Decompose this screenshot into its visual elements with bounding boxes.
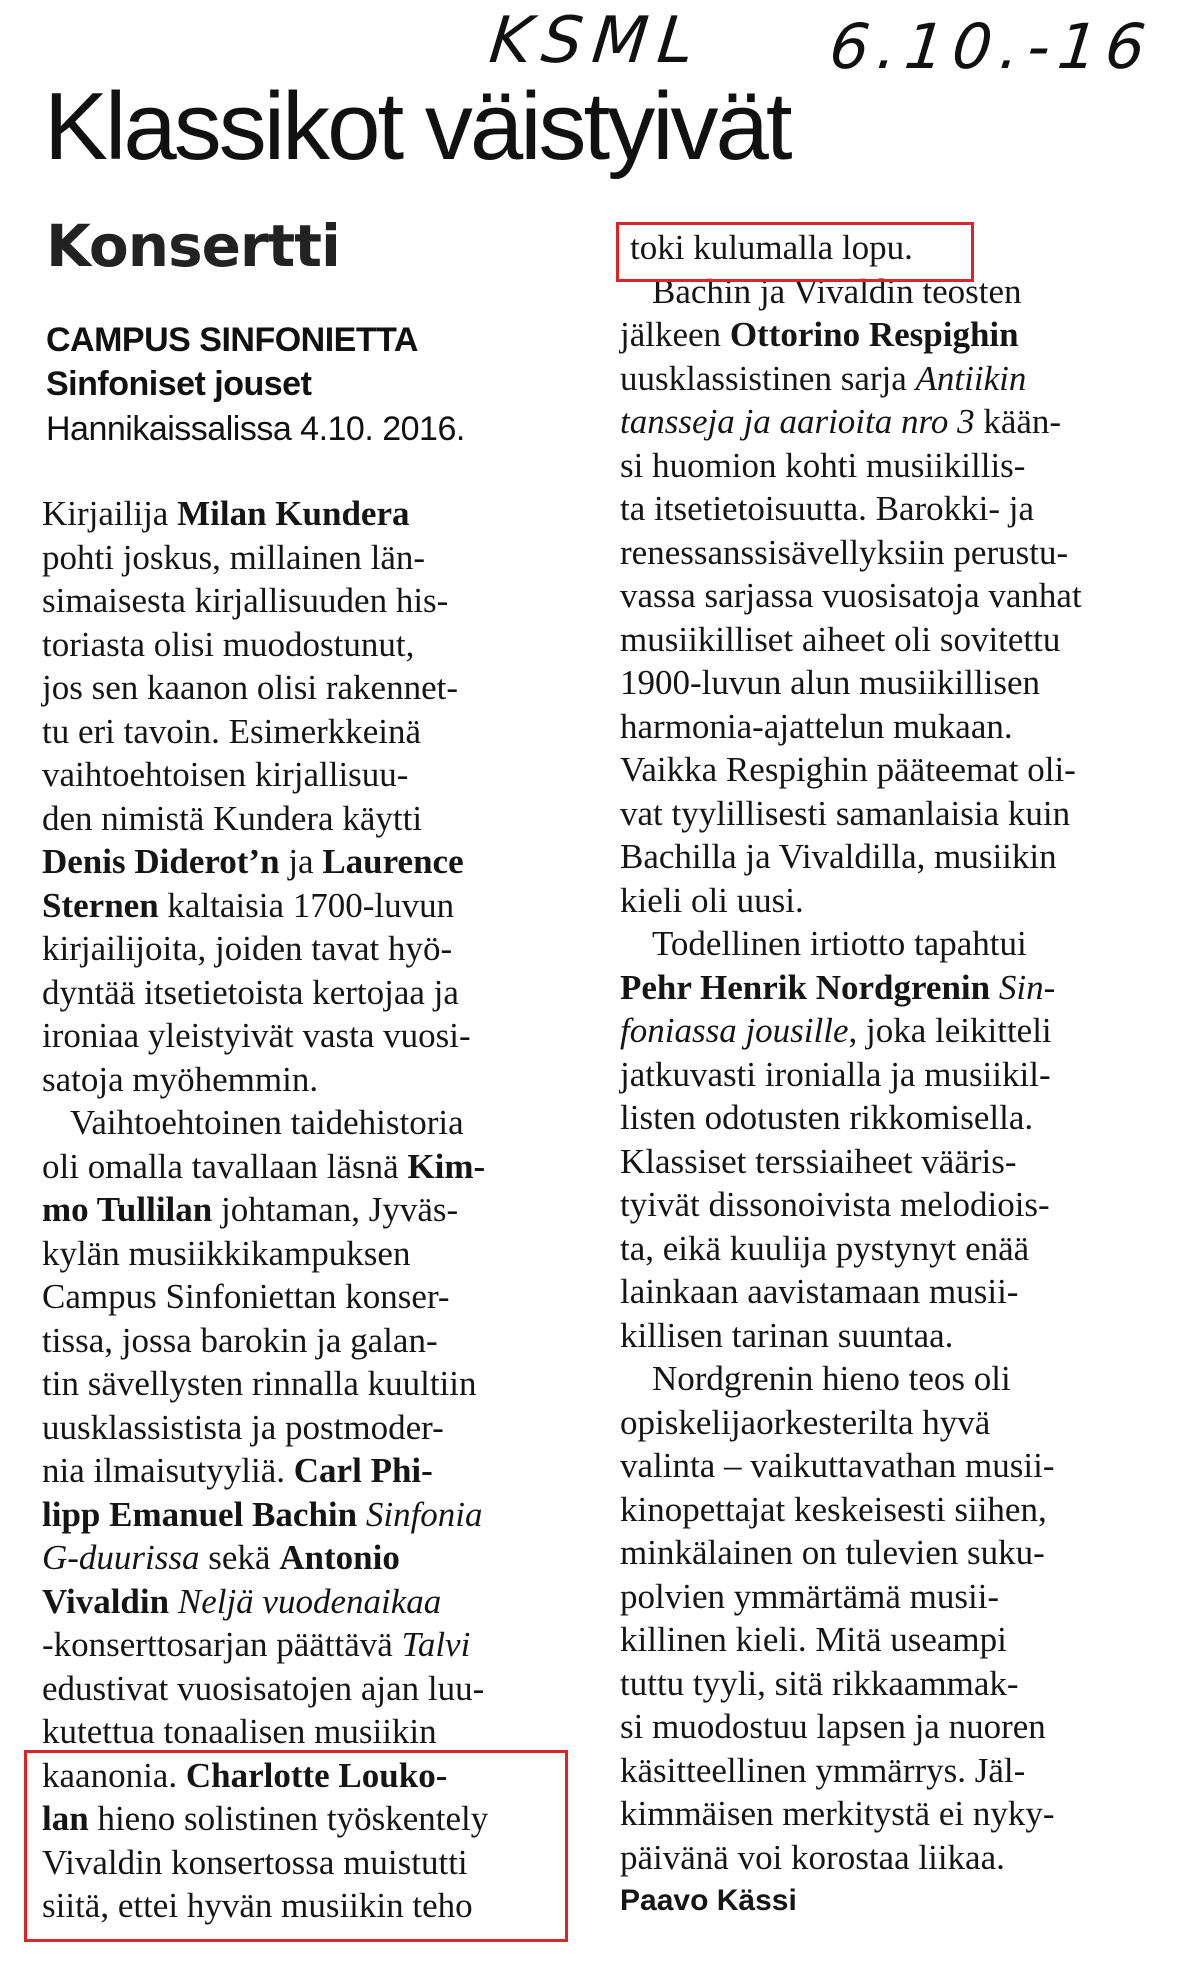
bold-text: Ottorino Respighin bbox=[729, 315, 1019, 354]
text-line bbox=[42, 1580, 562, 1624]
text-line: päivänä voi korostaa liikaa. bbox=[620, 1837, 1005, 1877]
text-line: Vaikka Respighin pääteemat oli- bbox=[620, 750, 1076, 789]
text-span: kaanonia. bbox=[42, 1755, 186, 1795]
bold-text: Kim- bbox=[407, 1146, 486, 1186]
italic-text: Neljä vuodenaikaa bbox=[177, 1581, 442, 1621]
bold-text: Sternen bbox=[42, 885, 159, 925]
author-signature: Paavo Kässi bbox=[620, 1884, 797, 1917]
text-line: minkälainen on tulevien suku- bbox=[620, 1533, 1045, 1572]
text-line: uusklassistista ja postmoder- bbox=[42, 1407, 444, 1447]
text-line: kutettua tonaalisen musiikin bbox=[42, 1712, 437, 1751]
text-span bbox=[169, 1582, 178, 1621]
text-line bbox=[42, 1623, 562, 1667]
text-span bbox=[357, 1495, 366, 1534]
text-span: jälkeen bbox=[620, 315, 730, 354]
bold-text: Charlotte Louko- bbox=[185, 1755, 448, 1795]
text-line: tyivät dissonoivista melodiois- bbox=[620, 1185, 1050, 1224]
bold-text: Antonio bbox=[279, 1538, 400, 1577]
text-span bbox=[990, 968, 999, 1007]
text-line: valinta – vaikuttavathan musii- bbox=[620, 1446, 1055, 1485]
italic-text: Sin- bbox=[998, 967, 1056, 1007]
italic-text: tansseja ja aarioita nro 3 bbox=[620, 402, 975, 441]
text-span: , joka leikitteli bbox=[848, 1011, 1052, 1050]
text-line: Vivaldin konsertossa muistutti bbox=[42, 1842, 468, 1882]
text-line: siitä, ettei hyvän musiikin teho bbox=[42, 1886, 473, 1925]
text-line: killinen kieli. Mitä useampi bbox=[620, 1620, 1007, 1659]
text-line bbox=[620, 966, 1160, 1010]
text-line: ta, eikä kuulija pystynyt enää bbox=[620, 1228, 1030, 1268]
bold-text: mo Tullilan bbox=[42, 1190, 213, 1229]
text-line: tu eri tavoin. Esimerkkeinä bbox=[42, 711, 422, 751]
bold-text: Carl Phi- bbox=[293, 1451, 433, 1490]
bold-text: Pehr Henrik Nordgrenin bbox=[620, 967, 991, 1007]
text-span: ja bbox=[279, 842, 323, 881]
text-line: tuttu tyyli, sitä rikkaammak- bbox=[620, 1663, 1019, 1703]
text-line: pohti joskus, millainen län- bbox=[42, 537, 426, 577]
text-line: lainkaan aavistamaan musii- bbox=[620, 1272, 1019, 1311]
text-line: killisen tarinan suuntaa. bbox=[620, 1315, 954, 1355]
text-line bbox=[42, 1493, 562, 1537]
handwritten-date: 6.10.-16 bbox=[826, 10, 1157, 83]
text-line bbox=[42, 1145, 562, 1189]
venue-date: Hannikaissalissa 4.10. 2016. bbox=[46, 410, 465, 448]
text-line: dyntää itsetietoista kertojaa ja bbox=[42, 972, 459, 1012]
bold-text: lan bbox=[42, 1799, 89, 1838]
bold-text: Milan Kundera bbox=[177, 494, 410, 533]
bold-text: Vivaldin bbox=[42, 1581, 170, 1621]
text-line: ta itsetietoisuutta. Barokki- ja bbox=[620, 489, 1035, 528]
text-line: vassa sarjassa vuosisatoja vanhat bbox=[620, 576, 1082, 615]
text-line bbox=[42, 884, 562, 928]
text-line: tin sävellysten rinnalla kuultiin bbox=[42, 1364, 477, 1403]
text-line bbox=[42, 1188, 562, 1232]
text-line: polvien ymmärtämä musii- bbox=[620, 1576, 1000, 1616]
text-line: Todellinen irtiotto tapahtui bbox=[652, 924, 1027, 963]
text-line: vat tyylillisesti samanlaisia kuin bbox=[620, 793, 1071, 833]
italic-text: Talvi bbox=[401, 1625, 471, 1664]
text-line: Klassiset terssiaiheet vääris- bbox=[620, 1141, 1017, 1181]
text-line: satoja myöhemmin. bbox=[42, 1059, 319, 1099]
text-line: edustivat vuosisatojen ajan luu- bbox=[42, 1668, 485, 1708]
ensemble-name: CAMPUS SINFONIETTA bbox=[46, 321, 418, 359]
text-line: 1900-luvun alun musiikillisen bbox=[620, 663, 1040, 702]
text-line: si muodostuu lapsen ja nuoren bbox=[620, 1707, 1046, 1746]
text-line: Bachilla ja Vivaldilla, musiikin bbox=[620, 837, 1057, 876]
text-span: kaltaisia 1700-luvun bbox=[158, 885, 455, 925]
section-label: Konsertti bbox=[46, 212, 340, 280]
text-span: johtaman, Jyväs- bbox=[212, 1190, 459, 1229]
concert-info bbox=[46, 318, 606, 452]
text-line bbox=[620, 313, 1160, 357]
text-line: Bachin ja Vivaldin teosten bbox=[652, 271, 1022, 311]
text-line bbox=[620, 357, 1160, 401]
program-title: Sinfoniset jouset bbox=[46, 365, 312, 403]
italic-text: Sinfonia bbox=[365, 1494, 483, 1534]
text-line: toki kulumalla lopu. bbox=[630, 228, 913, 267]
text-line: musiikilliset aiheet oli sovitettu bbox=[620, 619, 1061, 659]
text-line bbox=[42, 1536, 562, 1580]
text-line: opiskelijaorkesterilta hyvä bbox=[620, 1402, 991, 1442]
text-line: toriasta olisi muodostunut, bbox=[42, 624, 415, 664]
headline: Klassikot väistyivät bbox=[44, 73, 790, 180]
highlight-box-bottom-left bbox=[24, 1750, 568, 1942]
text-line: kirjailijoita, joiden tavat hyö- bbox=[42, 929, 453, 968]
text-line bbox=[620, 400, 1160, 444]
left-column bbox=[42, 492, 562, 1928]
text-line: Campus Sinfoniettan konser- bbox=[42, 1277, 450, 1316]
text-line: listen odotusten rikkomisella. bbox=[620, 1098, 1034, 1137]
text-line: simaisesta kirjallisuuden his- bbox=[42, 581, 449, 620]
text-line: Vaihtoehtoinen taidehistoria bbox=[70, 1103, 464, 1142]
text-line bbox=[42, 492, 562, 536]
italic-text: G-duurissa bbox=[42, 1538, 200, 1577]
text-line: kylän musiikkikampuksen bbox=[42, 1233, 411, 1273]
text-line: si huomion kohti musiikillis- bbox=[620, 445, 1026, 485]
text-line: kinopettajat keskeisesti siihen, bbox=[620, 1489, 1047, 1529]
text-span: -konserttosarjan päättävä bbox=[42, 1625, 402, 1664]
text-line bbox=[42, 840, 562, 884]
text-span: Kirjailija bbox=[42, 494, 178, 533]
text-line bbox=[620, 1009, 1160, 1053]
text-span: uusklassistinen sarja bbox=[620, 358, 916, 398]
text-line: harmonia-ajattelun mukaan. bbox=[620, 706, 1013, 746]
bold-text: Denis Diderot’n bbox=[42, 842, 280, 881]
text-line: kieli oli uusi. bbox=[620, 880, 804, 920]
text-line bbox=[42, 1449, 562, 1493]
bold-text: lipp Emanuel Bachin bbox=[42, 1494, 358, 1534]
text-line: jatkuvasti ironialla ja musiikil- bbox=[620, 1054, 1051, 1094]
text-line: den nimistä Kundera käytti bbox=[42, 798, 423, 838]
text-line: vaihtoehtoisen kirjallisuu- bbox=[42, 755, 409, 794]
text-span: kään- bbox=[974, 402, 1062, 441]
italic-text: Antiikin bbox=[915, 358, 1027, 398]
handwritten-source: KSML bbox=[486, 4, 708, 78]
text-line: käsitteellinen ymmärrys. Jäl- bbox=[620, 1750, 1026, 1790]
text-line: Nordgrenin hieno teos oli bbox=[652, 1359, 1011, 1398]
highlight-box-top-right bbox=[616, 222, 974, 282]
text-line: kimmäisen merkitystä ei nyky- bbox=[620, 1794, 1055, 1833]
text-line: tissa, jossa barokin ja galan- bbox=[42, 1320, 438, 1360]
italic-text: foniassa jousille bbox=[620, 1011, 849, 1050]
right-column bbox=[620, 226, 1160, 1923]
text-span: oli omalla tavallaan läsnä bbox=[42, 1146, 408, 1186]
text-span: sekä bbox=[199, 1538, 280, 1577]
text-span: hieno solistinen työskentely bbox=[88, 1799, 489, 1838]
text-line: renessanssisävellyksiin perustu- bbox=[620, 532, 1069, 572]
text-line: jos sen kaanon olisi rakennet- bbox=[42, 668, 459, 707]
text-line: ironiaa yleistyivät vasta vuosi- bbox=[42, 1016, 471, 1055]
text-span: nia ilmaisutyyliä. bbox=[42, 1451, 294, 1490]
bold-text: Laurence bbox=[322, 842, 464, 881]
